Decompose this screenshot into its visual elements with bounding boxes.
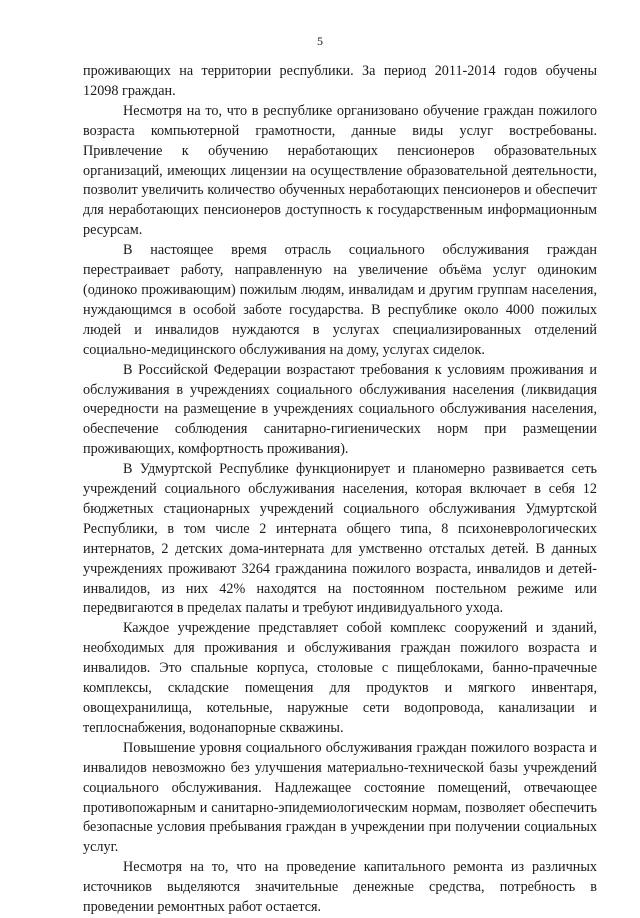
paragraph-8: Несмотря на то, что на проведение капитального ремонта из различных источников выделяются значительные денежные средства, потребность в проведении ремонтных работ остается.	[83, 859, 597, 916]
paragraph-1: проживающих на территории республики. За период 2011-2014 годов обучены 12098 граждан.	[83, 63, 597, 99]
paragraph-3: В настоящее время отрасль социального обслуживания граждан перестраивает работу, направленную на увеличение объёма услуг одиноким (одиноко проживающим) пожилым людям, инвалидам и другим группам населения, нуждающимся в особой заботе государства. В республике около 4000 пожилых людей и инвалидов нуждаются в услугах специализированных отделений социально-медицинского обслуживания на дому, услугах сиделок.	[83, 242, 597, 358]
paragraph-2: Несмотря на то, что в республике организовано обучение граждан пожилого возраста компьютерной грамотности, данные виды услуг востребованы. Привлечение к обучению неработающих пенсионеров образовательных организаций, имеющих лицензии на осуществление образовательной деятельности, позволит увеличить количество обученных неработающих пенсионеров и обеспечит для неработающих пенсионеров доступность к государственным информационным ресурсам.	[83, 102, 597, 239]
page-number: 5	[317, 34, 323, 48]
paragraph-6: Каждое учреждение представляет собой комплекс сооружений и зданий, необходимых для проживания и обслуживания граждан пожилого возраста и инвалидов. Это спальные корпуса, столовые с пищеблоками, банно-прачечные комплексы, складские помещения для продуктов и мягкого инвентаря, овощехранилища, котельные, наружные сети водопровода, канализации и теплоснабжения, водонапорные скважины.	[83, 620, 597, 736]
paragraph-7: Повышение уровня социального обслуживания граждан пожилого возраста и инвалидов невозможно без улучшения материально-технической базы учреждений социального обслуживания. Надлежащее состояние помещений, отвечающее противопожарным и санитарно-эпидемиологическим нормам, позволяет обеспечить безопасные условия пребывания граждан в учреждении при получении социальных услуг.	[83, 739, 597, 856]
paragraph-5: В Удмуртской Республике функционирует и планомерно развивается сеть учреждений социального обслуживания населения, которая включает в себя 12 бюджетных стационарных учреждений социального обслуживания Удмуртской Республики, в том числе 2 интерната общего типа, 8 психоневрологических интернатов, 2 детских дома-интерната для умственно отсталых детей. В данных учреждениях проживают 3264 гражданина пожилого возраста, инвалидов и детей-инвалидов, из них 42% находятся на постоянном постельном режиме или передвигаются в пределах палаты и требуют индивидуального ухода.	[83, 461, 597, 617]
document-body	[83, 62, 597, 918]
paragraph-4: В Российской Федерации возрастают требования к условиям проживания и обслуживания в учреждениях социального обслуживания населения (ликвидация очередности на размещение в учреждениях социального обслуживания населения, обеспечение соблюдения санитарно-гигиенических норм при размещении проживающих, комфортность проживания).	[83, 361, 597, 458]
